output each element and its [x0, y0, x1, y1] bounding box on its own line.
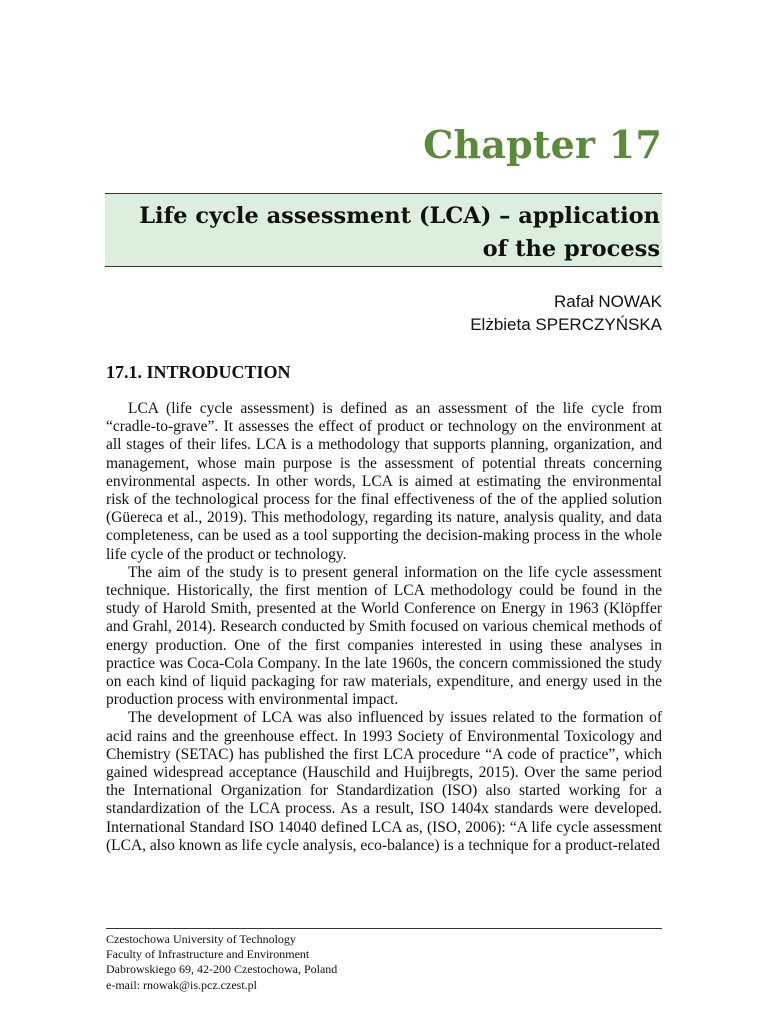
chapter-title: [105, 193, 662, 267]
paragraph: The aim of the study is to present general information on the life cycle assessment technique. Historically, the first mention of LCA methodology could be found in the study of Harold Smith, presented at the World Conference on Energy in 1963 (Klöpffer and Grahl, 2014). Research conducted by Smith focused on various chemical methods of energy production. One of the first companies interested in using these analyses in practice was Coca-Cola Company. In the late 1960s, the concern commissioned the study on each kind of liquid packaging for raw materials, expenditure, and energy used in the production process with environmental impact.: [106, 563, 662, 709]
affiliation-footer: [106, 932, 337, 993]
paragraph: The development of LCA was also influenced by issues related to the formation of acid rains and the greenhouse effect. In 1993 Society of Environmental Toxicology and Chemistry (SETAC) has published the first LCA procedure “A code of practice”, which gained widespread acceptance (Hauschild and Huijbregts, 2015). Over the same period the International Organization for Standardization (ISO) also started working for a standardization of the LCA process. As a result, ISO 1404x standards were developed. International Standard ISO 14040 defined LCA as, (ISO, 2006): “A life cycle assessment (LCA, also known as life cycle analysis, eco-balance) is a technique for a product-related: [106, 709, 662, 854]
affiliation-line: Faculty of Infrastructure and Environment: [106, 947, 310, 962]
author-name: Elżbieta SPERCZYŃSKA: [470, 315, 662, 334]
paragraph: LCA (life cycle assessment) is defined as an assessment of the life cycle from “cradle-to-grave”. It assesses the effect of product or technology on the environment at all stages of their lifes. LCA is a methodology that supports planning, organization, and management, whose main purpose is the assessment of potential threats concerning environmental aspects. In other words, LCA is aimed at estimating the environmental risk of the technological process for the final effectiveness of the of the applied solution (Güereca et al., 2019). This methodology, regarding its nature, analysis quality, and data completeness, can be used as a tool supporting the decision-making process in the whole life cycle of the product or technology.: [106, 400, 662, 563]
chapter-title-line: Life cycle assessment (LCA) – application: [139, 203, 660, 229]
affiliation-line: Dabrowskiego 69, 42-200 Czestochowa, Poland: [106, 962, 338, 977]
body-text: [106, 400, 662, 855]
chapter-title-line: of the process: [482, 236, 660, 262]
author-list: [470, 290, 662, 336]
section-heading: 17.1. INTRODUCTION: [106, 362, 291, 382]
affiliation-email: e-mail: rnowak@is.pcz.czest.pl: [106, 977, 257, 992]
author-name: Rafał NOWAK: [553, 292, 662, 311]
chapter-heading: Chapter 17: [423, 122, 662, 167]
footer-divider: [106, 928, 662, 929]
affiliation-line: Czestochowa University of Technology: [106, 932, 296, 946]
